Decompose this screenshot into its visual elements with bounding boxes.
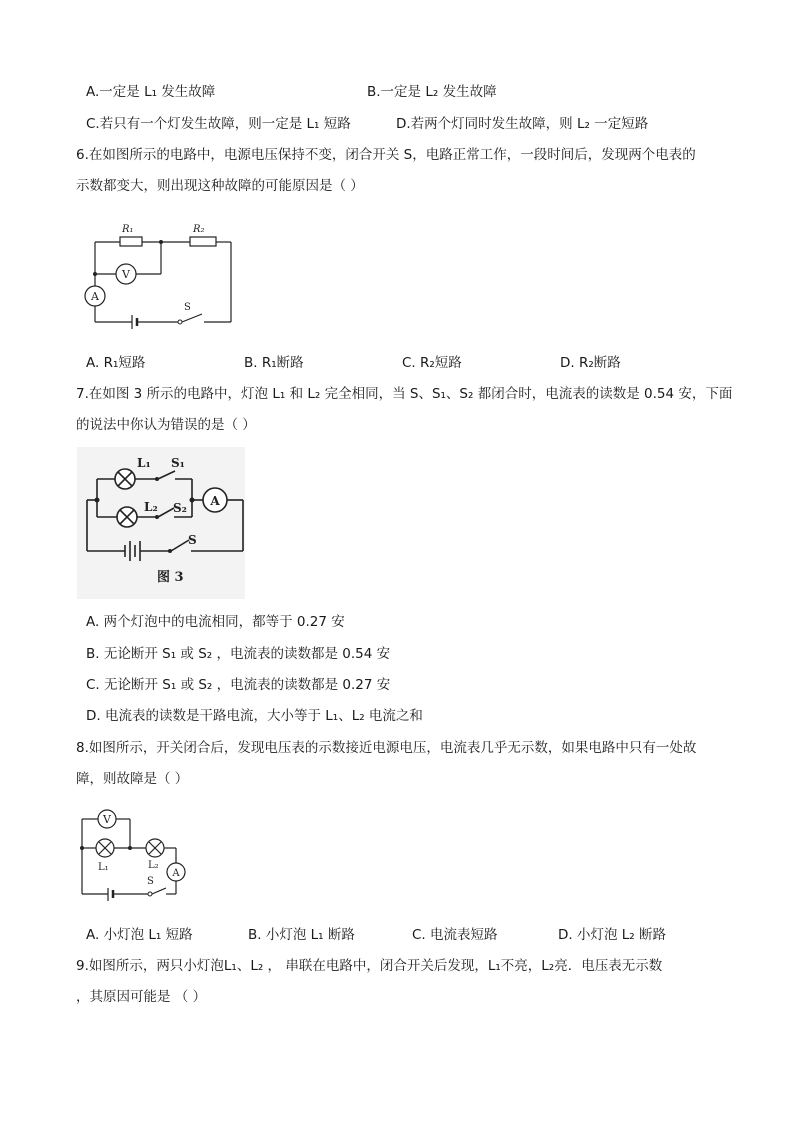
q6-circuit-diagram xyxy=(80,218,245,330)
q8-switch-label: S xyxy=(147,876,154,887)
q7-s1-label: S₁ xyxy=(171,456,185,470)
q8-stem-line-2: 障，则故障是（ ） xyxy=(76,771,189,787)
q8-l1-label: L₁ xyxy=(98,862,109,873)
q6-option-b: B. R₁断路 xyxy=(244,355,304,371)
q7-s2-label: S₂ xyxy=(173,501,187,515)
q6-stem-line-1: 6.在如图所示的电路中，电源电压保持不变，闭合开关 S，电路正常工作，一段时间后，发现两个电表的 xyxy=(76,147,696,163)
q8-voltmeter-label: V xyxy=(103,813,111,826)
q7-option-a: A. 两个灯泡中的电流相同，都等于 0.27 安 xyxy=(86,614,345,630)
q8-ammeter-label: A xyxy=(172,868,180,879)
q6-option-d: D. R₂断路 xyxy=(560,355,621,371)
q7-stem-line-2: 的说法中你认为错误的是（ ） xyxy=(76,417,256,433)
q5-option-a: A.一定是 L₁ 发生故障 xyxy=(86,84,216,100)
q8-option-b: B. 小灯泡 L₁ 断路 xyxy=(248,927,355,943)
q5-option-c: C.若只有一个灯发生故障，则一定是 L₁ 短路 xyxy=(86,116,351,132)
q7-option-d: D. 电流表的读数是干路电流，大小等于 L₁、L₂ 电流之和 xyxy=(86,708,423,724)
q7-option-c: C. 无论断开 S₁ 或 S₂ ，电流表的读数都是 0.27 安 xyxy=(86,677,391,693)
q8-l2-label: L₂ xyxy=(148,860,159,871)
q6-r2-label: R₂ xyxy=(193,224,205,235)
q7-l2-label: L₂ xyxy=(144,500,158,514)
q9-stem-line-2: ，其原因可能是 （ ） xyxy=(76,989,207,1005)
q6-ammeter-label: A xyxy=(91,290,99,303)
q7-l1-label: L₁ xyxy=(137,456,151,470)
q6-option-a: A. R₁短路 xyxy=(86,355,146,371)
q5-option-d: D.若两个灯同时发生故障，则 L₂ 一定短路 xyxy=(396,116,649,132)
q6-stem-line-2: 示数都变大，则出现这种故障的可能原因是（ ） xyxy=(76,178,364,194)
q9-stem-line-1: 9.如图所示，两只小灯泡L₁、L₂ ， 串联在电路中，闭合开关后发现，L₁不亮，L₂亮．电压表无示数 xyxy=(76,958,663,974)
q8-option-c: C. 电流表短路 xyxy=(412,927,498,943)
q7-ammeter-label: A xyxy=(210,494,220,508)
q5-option-b: B.一定是 L₂ 发生故障 xyxy=(367,84,497,100)
q7-switch-label: S xyxy=(188,533,197,547)
q8-option-d: D. 小灯泡 L₂ 断路 xyxy=(558,927,666,943)
q6-switch-label: S xyxy=(184,302,191,313)
q8-option-a: A. 小灯泡 L₁ 短路 xyxy=(86,927,193,943)
q8-circuit-diagram xyxy=(76,806,194,908)
q7-circuit-diagram xyxy=(77,447,245,599)
q6-voltmeter-label: V xyxy=(122,268,130,281)
q7-stem-line-1: 7.在如图 3 所示的电路中，灯泡 L₁ 和 L₂ 完全相同，当 S、S₁、S₂ 都闭合时，电流表的读数是 0.54 安，下面 xyxy=(76,386,733,402)
q7-figure-caption: 图 3 xyxy=(157,570,184,585)
q6-option-c: C. R₂短路 xyxy=(402,355,462,371)
q6-r1-label: R₁ xyxy=(122,224,134,235)
q7-option-b: B. 无论断开 S₁ 或 S₂ ，电流表的读数都是 0.54 安 xyxy=(86,646,391,662)
q8-stem-line-1: 8.如图所示，开关闭合后，发现电压表的示数接近电源电压，电流表几乎无示数，如果电路中只有一处故 xyxy=(76,740,697,756)
